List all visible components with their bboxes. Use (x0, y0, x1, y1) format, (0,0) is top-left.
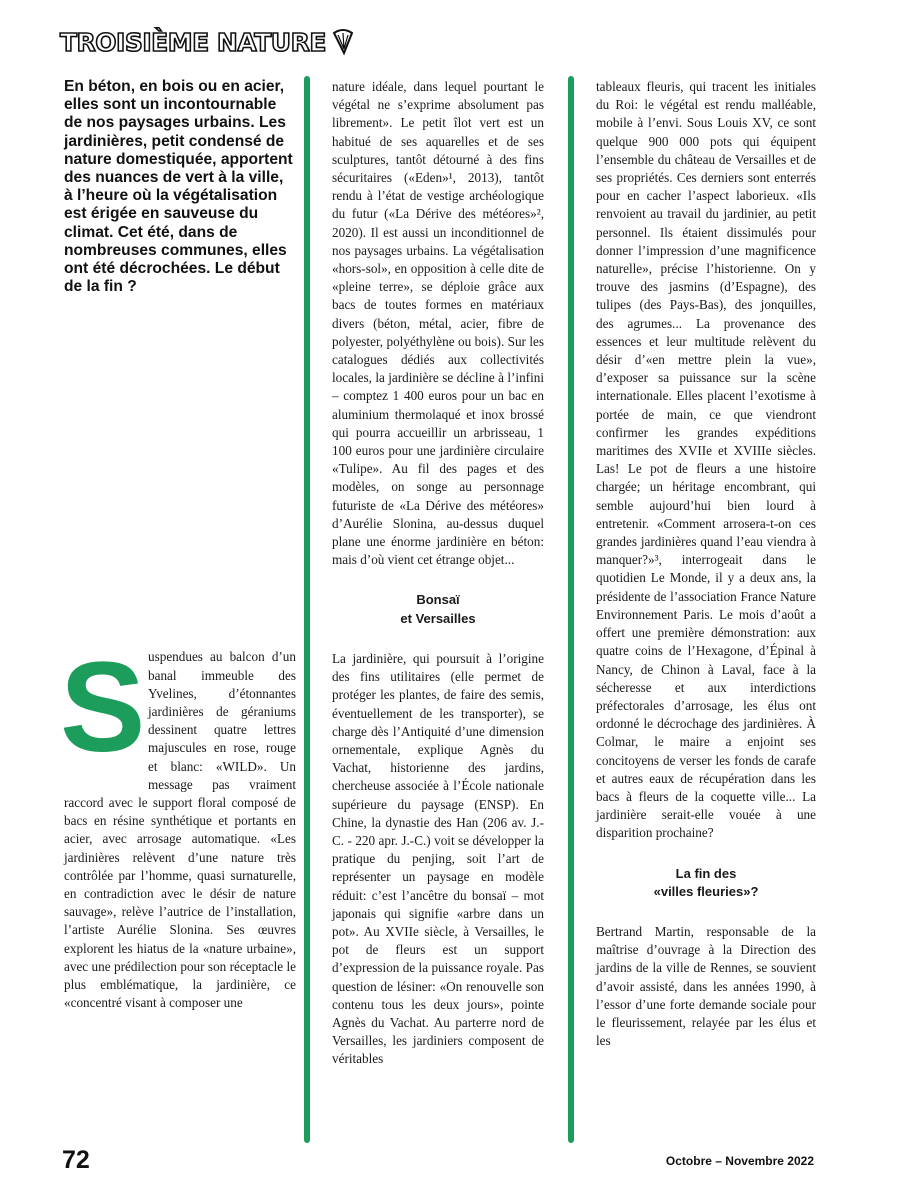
article-lede: En béton, en bois ou en acier, elles sont un incontournable de nos paysages urbains. Les jardinières, petit condensé de nature domestiquée, apportent des nuances de vert à la ville, à l’heure où la végétalisation est érigée en sauveuse du climat. Cet été, dans de nombreuses communes, elles ont été décrochées. Le début de la fin ? (64, 78, 293, 296)
intro-paragraph (60, 636, 296, 1012)
article-column-1 (60, 78, 296, 1013)
leaf-pen-icon (332, 27, 354, 57)
page-number: 72 (62, 1146, 90, 1174)
magazine-section-header (60, 24, 354, 60)
body-paragraph: La jardinière, qui poursuit à l’origine des fins utilitaires (elle permet de protéger les plantes, de faire des semis, éventuellement de les transporter), se charge dès l’Antiquité d’une dimension ornementale, explique Agnès du Vachat, historienne des jardins, chercheuse associée à l’École nationale supérieure du paysage (ENSP). En Chine, la dynastie des Han (206 av. J.-C. - 220 apr. J.-C.) voit se développer la pratique du penjing, soit l’art de représenter un paysage en modèle réduit: c’est l’ancêtre du bonsaï – mot japonais qui signifie «arbre dans un pot». Au XVIIe siècle, à Versailles, le pot de fleurs est un support d’expression de la puissance royale. Pas question de lésiner: «On renouvelle son contenu tous les deux jours», pointe Agnès du Vachat. Au parterre nord de Versailles, les jardiniers composent de véritables (332, 650, 544, 1067)
intro-body-text: uspendues au balcon d’un banal immeuble des Yvelines, d’étonnantes jardinières de géraniums dessinent quatre lettres majuscules en rose, rouge et blanc: «WILD». Un message pas vraiment raccord avec le support floral composé de bacs en résine synthétique et portants en acier, avec arrosage automatique. «Les jardinières relèvent d’une nature très contrôlée par l’homme, quasi surnaturelle, en contradiction avec le désir de nature sauvage», relève l’autrice de l’installation, l’artiste Aurélie Slonina. Ses œuvres explorent les hiatus de la «nature urbaine», avec une prédilection pour son réceptacle le plus emblématique, la jardinière, ce «concentré visant à composer une (64, 649, 296, 1011)
subheading-line-1: La fin des (675, 865, 737, 881)
drop-cap: S (60, 636, 146, 780)
subheading-line-2: «villes fleuries»? (653, 883, 759, 899)
article-column-2 (332, 78, 544, 1069)
issue-date: Octobre – Novembre 2022 (665, 1154, 814, 1168)
body-paragraph: tableaux fleuris, qui tracent les initiales du Roi: le végétal est rendu malléable, mobile à l’envi. Sous Louis XV, ce sont quelque 900 000 pots qui équipent l’ensemble du château de Versailles et de ses propriétés. Ces derniers sont enterrés pour en cacher l’aspect laborieux. «Ils renvoient au travail du jardinier, au petit personnel. Ils étaient dissimulés pour donner l’impression d’une magnificence naturelle», précise l’historienne. On y trouve des jasmins (d’Espagne), des tulipes (des Pays-Bas), des jonquilles, des agrumes... La provenance des essences et leur multitude relèvent du désir d’«en mettre plein la vue», d’exposer sa puissance sur la scène internationale. Elles placent l’exotisme à portée de main, ce que viendront confirmer les grandes expéditions maritimes des XVIIe et XVIIIe siècles. Las! Le pot de fleurs a une histoire chargée; un héritage encombrant, qui semble aujourd’hui bien lourd à entretenir. «Comment arrosera-t-on ces grandes jardinières quand l’eau viendra à manquer?»³, interrogeait dans le quotidien Le Monde, il y a deux ans, la présidente de l’association France Nature Environnement Paris. Le mois d’août a offert une première démonstration: aux quatre coins de l’Hexagone, d’Épinal à Nancy, de Chinon à Laval, face à la sécheresse et aux interdictions préfectorales d’arrosage, les élus ont ordonné le décrochage des jardinières. À Colmar, le maire a enjoint ses concitoyens de verser les fonds de carafe et autres eaux de récupération dans les bacs à fleurs de la coquette ville... La jardinière serait-elle vouée à une disparition prochaine? (596, 79, 816, 841)
article-column-3 (596, 78, 816, 1050)
body-paragraph: Bertrand Martin, responsable de la maîtrise d’ouvrage à la Direction des jardins de la ville de Rennes, se souvient d’avoir assisté, dans les années 1990, à l’essor d’une forte demande sociale pour le fleurissement, relayée par les élus et les (596, 923, 816, 1049)
subheading-line-1: Bonsaï (416, 592, 460, 608)
body-paragraph: nature idéale, dans lequel pourtant le végétal ne s’exprime absolument pas librement». Le petit îlot vert est un habitué de ses aquarelles et de ses sculptures, tantôt détourné à des fins sécuritaires («Eden»¹, 2013), tantôt rendu à l’état de vestige archéologique du futur («La Dérive des météores»², 2020). Il est aussi un inconditionnel de nos paysages urbains. La végétalisation «hors-sol», en opposition à celle dite de «pleine terre», se déploie grâce aux bacs de toutes formes en matériaux divers (béton, métal, acier, fibre de polyester, polyéthylène ou bois). Sur les catalogues dédiés aux collectivités locales, la jardinière se décline à l’infini – comptez 1 400 euros pour un bac en aluminium thermolaqué et inox brossé qui pourra accueillir un arbrisseau, 1 100 euros pour une jardinière circulaire «Tulipe». Au fil des pages et des modèles, on songe au personnage futuriste de «La Dérive des météores» d’Aurélie Slonina, au-dessus duquel plane une énorme jardinière en béton: mais d’où vient cet étrange objet... (332, 79, 544, 568)
column-divider-left (304, 76, 310, 1143)
subheading-line-2: et Versailles (400, 610, 476, 626)
column-divider-right (568, 76, 574, 1143)
section-title: TROISIÈME NATURE (60, 27, 326, 57)
